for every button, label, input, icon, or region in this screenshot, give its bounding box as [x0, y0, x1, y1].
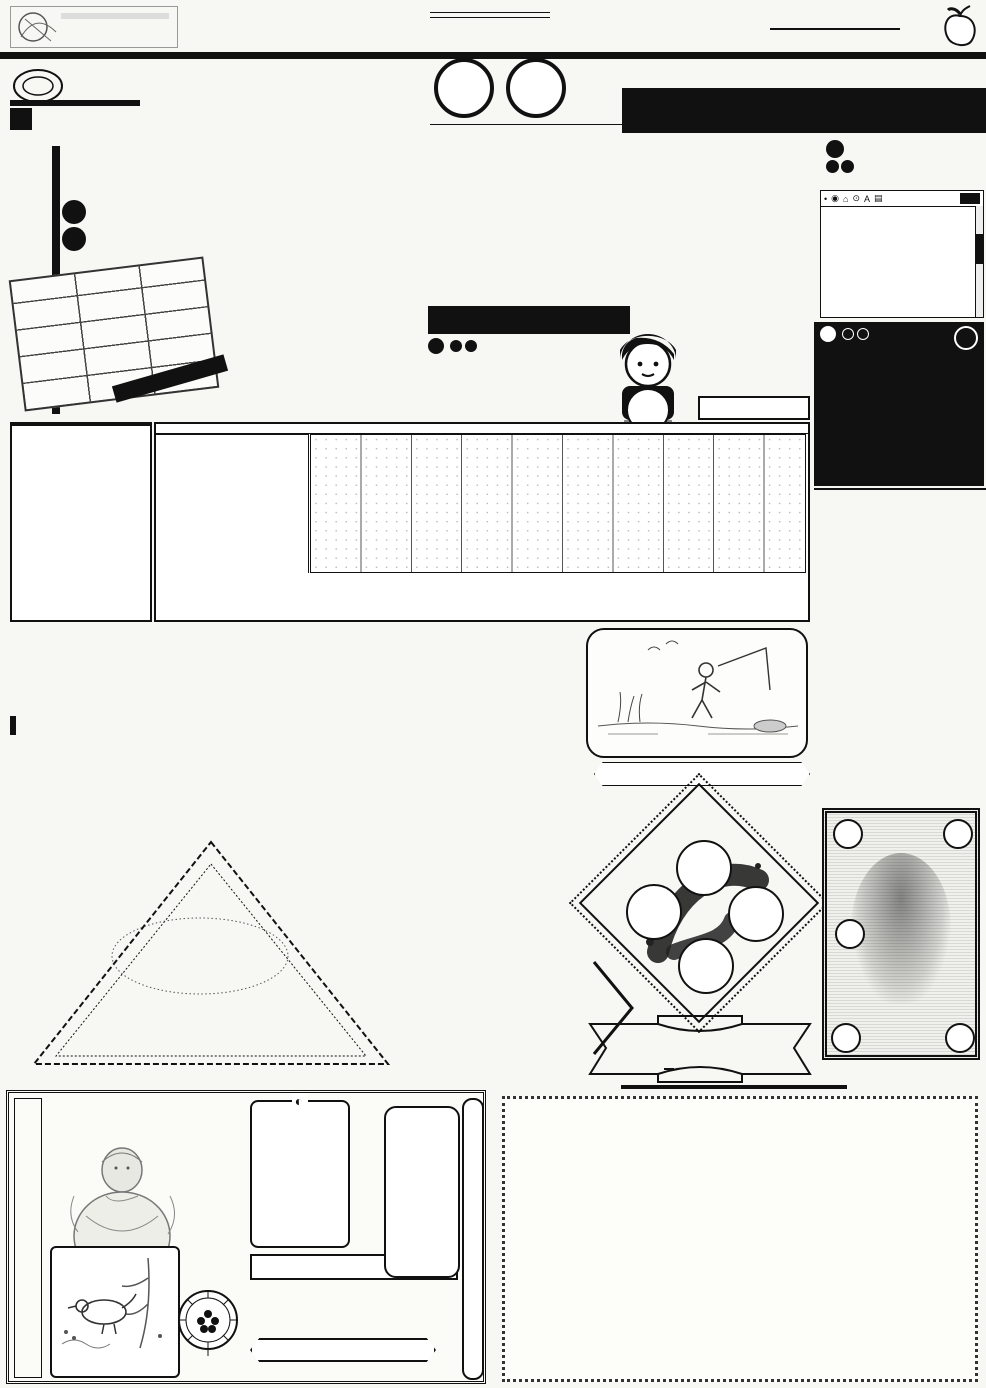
diamond-number	[676, 840, 732, 896]
jackpot-amount	[698, 396, 810, 420]
portrait-number	[833, 819, 863, 849]
reload-icon: ◉	[831, 193, 840, 203]
strategy-circle-2	[841, 160, 854, 173]
fax-logo-block	[428, 338, 477, 354]
guiguzi-issue	[621, 1085, 847, 1089]
home-icon: ⌂	[843, 193, 849, 204]
daxiao-badges	[62, 200, 86, 251]
trend-star-note	[156, 434, 308, 435]
diamond-number	[626, 884, 682, 940]
logo-badge	[10, 108, 32, 130]
left-strip	[14, 1098, 42, 1378]
daxiao-paragraph	[94, 196, 228, 266]
fax-paragraph-2	[428, 408, 606, 418]
web-window	[820, 190, 984, 318]
diamond-number	[678, 938, 734, 994]
portrait-number	[835, 919, 865, 949]
trend-title	[156, 427, 168, 431]
bird-illustration-icon	[52, 1248, 178, 1354]
panel-badge	[820, 326, 836, 342]
tips-column	[232, 62, 426, 420]
fax-circle-2	[465, 340, 477, 352]
apple-icon	[938, 4, 982, 55]
panel-circle-1	[842, 328, 854, 340]
window-logo	[960, 193, 980, 204]
section-title-block	[430, 12, 550, 18]
strategy-badge	[826, 140, 844, 158]
fisherman-scene	[586, 628, 808, 758]
badge-xi	[62, 227, 86, 251]
section-title	[430, 12, 550, 18]
headline-main-bar	[622, 88, 986, 133]
search-icon: ⊙	[852, 193, 860, 203]
portrait-number	[831, 1023, 861, 1053]
fax-circle-1	[450, 340, 462, 352]
triangle-outline-icon	[28, 838, 394, 1068]
publisher-logo	[10, 6, 178, 48]
portrait-face	[851, 853, 951, 1003]
triangle-chart	[28, 838, 394, 1068]
ribbon-outline-icon	[588, 1012, 812, 1086]
panel-number	[954, 326, 978, 350]
header-rule	[770, 28, 900, 30]
guiguzi-box	[502, 1096, 978, 1382]
diamond-chart	[588, 792, 812, 1016]
back-icon: •	[824, 193, 828, 204]
logo-scribble-icon	[11, 7, 177, 47]
fax-badge	[428, 338, 444, 354]
news-paragraph	[106, 63, 228, 193]
stats-note	[12, 426, 150, 428]
portrait-number	[945, 1023, 975, 1053]
prediction-box	[250, 1093, 350, 1248]
pick-ball	[434, 58, 494, 118]
board-note	[10, 330, 96, 416]
header-divider	[0, 52, 986, 59]
font-icon: A	[864, 193, 871, 204]
ribbon-caption	[664, 1068, 674, 1070]
history-table-title	[430, 124, 630, 125]
scroll-icon: ◐	[294, 1093, 306, 1109]
secret-code	[10, 712, 16, 736]
web-toolbar	[821, 191, 983, 207]
trend-matrix	[310, 434, 806, 573]
lead-article	[630, 136, 806, 328]
number-grid	[814, 488, 986, 490]
panel-article	[820, 356, 938, 480]
zodiac-ribbon	[588, 1012, 812, 1086]
wheel-icon	[176, 1284, 240, 1356]
underground-stats	[10, 422, 152, 622]
strategy-logo-block	[826, 140, 984, 173]
pick-ball	[506, 58, 566, 118]
compass-wheel	[176, 1284, 240, 1356]
side-logo-strip	[394, 626, 407, 1066]
panel-circle-2	[857, 328, 869, 340]
portrait-number	[943, 819, 973, 849]
cartoon-boy	[600, 330, 696, 436]
pick23-panel	[814, 322, 984, 486]
scrollbar-thumb	[976, 234, 984, 264]
code-label	[10, 716, 16, 735]
strategy-circle-1	[826, 160, 839, 173]
badge-da	[62, 200, 86, 224]
diamond-number	[728, 886, 784, 942]
treasure-box	[50, 1246, 180, 1378]
prayer-beads-icon	[812, 652, 984, 820]
scrollbar	[975, 206, 983, 317]
trend-table	[154, 422, 810, 622]
mail-icon: ▤	[874, 193, 883, 203]
fisherman-illustration-icon	[588, 630, 808, 758]
living-note	[386, 1284, 442, 1380]
buddha-portrait	[822, 808, 980, 1060]
living-banner	[462, 1098, 484, 1380]
living-buddha-box	[384, 1106, 460, 1278]
